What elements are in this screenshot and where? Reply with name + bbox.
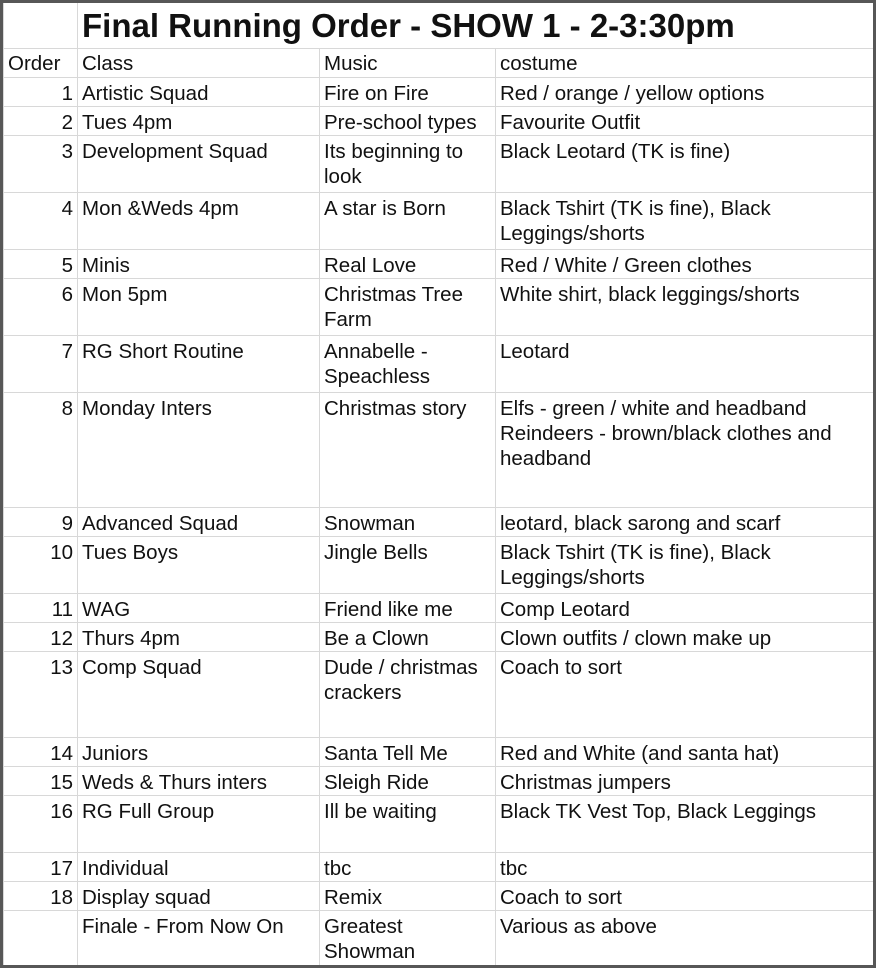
order-cell[interactable]: 1 xyxy=(4,77,78,106)
table-row xyxy=(4,106,874,135)
class-cell[interactable]: Tues Boys xyxy=(78,536,320,593)
order-cell[interactable] xyxy=(4,910,78,966)
header-costume[interactable]: costume xyxy=(496,48,874,77)
music-cell[interactable]: Christmas story xyxy=(320,392,496,507)
costume-cell[interactable]: leotard, black sarong and scarf xyxy=(496,507,874,536)
order-cell[interactable]: 11 xyxy=(4,593,78,622)
music-cell[interactable]: Santa Tell Me xyxy=(320,737,496,766)
class-cell[interactable]: Weds & Thurs inters xyxy=(78,766,320,795)
class-cell[interactable]: Artistic Squad xyxy=(78,77,320,106)
costume-cell[interactable]: Elfs - green / white and headband Reindeers - brown/black clothes and headband xyxy=(496,392,874,507)
order-cell[interactable]: 2 xyxy=(4,106,78,135)
order-cell[interactable]: 4 xyxy=(4,192,78,249)
costume-cell[interactable]: Christmas jumpers xyxy=(496,766,874,795)
music-cell[interactable]: Remix xyxy=(320,881,496,910)
costume-cell[interactable]: Various as above xyxy=(496,910,874,966)
table-row xyxy=(4,852,874,881)
class-cell[interactable]: Juniors xyxy=(78,737,320,766)
table-row xyxy=(4,249,874,278)
table-row xyxy=(4,766,874,795)
order-cell[interactable]: 14 xyxy=(4,737,78,766)
class-cell[interactable]: Monday Inters xyxy=(78,392,320,507)
order-cell[interactable]: 7 xyxy=(4,335,78,392)
costume-cell[interactable]: Red / White / Green clothes xyxy=(496,249,874,278)
music-cell[interactable]: Annabelle - Speachless xyxy=(320,335,496,392)
order-cell[interactable]: 17 xyxy=(4,852,78,881)
class-cell[interactable]: Finale - From Now On xyxy=(78,910,320,966)
table-row xyxy=(4,593,874,622)
music-cell[interactable]: Friend like me xyxy=(320,593,496,622)
costume-cell[interactable]: Leotard xyxy=(496,335,874,392)
costume-cell[interactable]: Black Tshirt (TK is fine), Black Leggings/shorts xyxy=(496,536,874,593)
table-row xyxy=(4,622,874,651)
title-spacer-cell[interactable] xyxy=(4,3,78,48)
header-music[interactable]: Music xyxy=(320,48,496,77)
costume-cell[interactable]: Clown outfits / clown make up xyxy=(496,622,874,651)
order-cell[interactable]: 9 xyxy=(4,507,78,536)
music-cell[interactable]: Pre-school types xyxy=(320,106,496,135)
table-row xyxy=(4,910,874,966)
class-cell[interactable]: WAG xyxy=(78,593,320,622)
order-cell[interactable]: 6 xyxy=(4,278,78,335)
table-row xyxy=(4,77,874,106)
costume-cell[interactable]: Red / orange / yellow options xyxy=(496,77,874,106)
table-row xyxy=(4,278,874,335)
costume-cell[interactable]: Favourite Outfit xyxy=(496,106,874,135)
music-cell[interactable]: Fire on Fire xyxy=(320,77,496,106)
order-cell[interactable]: 8 xyxy=(4,392,78,507)
costume-cell[interactable]: Black TK Vest Top, Black Leggings xyxy=(496,795,874,852)
table-row xyxy=(4,335,874,392)
order-cell[interactable]: 15 xyxy=(4,766,78,795)
costume-cell[interactable]: Black Tshirt (TK is fine), Black Leggings/shorts xyxy=(496,192,874,249)
class-cell[interactable]: Thurs 4pm xyxy=(78,622,320,651)
music-cell[interactable]: Sleigh Ride xyxy=(320,766,496,795)
class-cell[interactable]: Tues 4pm xyxy=(78,106,320,135)
table-row xyxy=(4,507,874,536)
table-row xyxy=(4,536,874,593)
music-cell[interactable]: Jingle Bells xyxy=(320,536,496,593)
class-cell[interactable]: Mon 5pm xyxy=(78,278,320,335)
music-cell[interactable]: tbc xyxy=(320,852,496,881)
title-row xyxy=(4,3,874,48)
class-cell[interactable]: Individual xyxy=(78,852,320,881)
order-cell[interactable]: 16 xyxy=(4,795,78,852)
class-cell[interactable]: Mon &Weds 4pm xyxy=(78,192,320,249)
order-cell[interactable]: 10 xyxy=(4,536,78,593)
table-row xyxy=(4,737,874,766)
costume-cell[interactable]: Coach to sort xyxy=(496,881,874,910)
costume-cell[interactable]: Coach to sort xyxy=(496,651,874,737)
music-cell[interactable]: Ill be waiting xyxy=(320,795,496,852)
running-order-table xyxy=(3,3,874,967)
costume-cell[interactable]: White shirt, black leggings/shorts xyxy=(496,278,874,335)
music-cell[interactable]: Snowman xyxy=(320,507,496,536)
table-row xyxy=(4,392,874,507)
costume-cell[interactable]: Red and White (and santa hat) xyxy=(496,737,874,766)
order-cell[interactable]: 3 xyxy=(4,135,78,192)
class-cell[interactable]: RG Full Group xyxy=(78,795,320,852)
class-cell[interactable]: Minis xyxy=(78,249,320,278)
music-cell[interactable]: Its beginning to look xyxy=(320,135,496,192)
costume-cell[interactable]: Comp Leotard xyxy=(496,593,874,622)
music-cell[interactable]: Christmas Tree Farm xyxy=(320,278,496,335)
costume-cell[interactable]: Black Leotard (TK is fine) xyxy=(496,135,874,192)
music-cell[interactable]: Greatest Showman xyxy=(320,910,496,966)
class-cell[interactable]: RG Short Routine xyxy=(78,335,320,392)
class-cell[interactable]: Comp Squad xyxy=(78,651,320,737)
table-row xyxy=(4,881,874,910)
class-cell[interactable]: Display squad xyxy=(78,881,320,910)
header-class[interactable]: Class xyxy=(78,48,320,77)
class-cell[interactable]: Development Squad xyxy=(78,135,320,192)
header-row xyxy=(4,48,874,77)
music-cell[interactable]: A star is Born xyxy=(320,192,496,249)
table-row xyxy=(4,795,874,852)
order-cell[interactable]: 5 xyxy=(4,249,78,278)
order-cell[interactable]: 12 xyxy=(4,622,78,651)
page-title[interactable]: Final Running Order - SHOW 1 - 2-3:30pm xyxy=(78,3,874,48)
class-cell[interactable]: Advanced Squad xyxy=(78,507,320,536)
music-cell[interactable]: Be a Clown xyxy=(320,622,496,651)
music-cell[interactable]: Real Love xyxy=(320,249,496,278)
order-cell[interactable]: 18 xyxy=(4,881,78,910)
table-row xyxy=(4,135,874,192)
table-row xyxy=(4,192,874,249)
music-cell[interactable]: Dude / christmas crackers xyxy=(320,651,496,737)
header-order[interactable]: Order xyxy=(4,48,78,77)
costume-cell[interactable]: tbc xyxy=(496,852,874,881)
order-cell[interactable]: 13 xyxy=(4,651,78,737)
table-row xyxy=(4,651,874,737)
